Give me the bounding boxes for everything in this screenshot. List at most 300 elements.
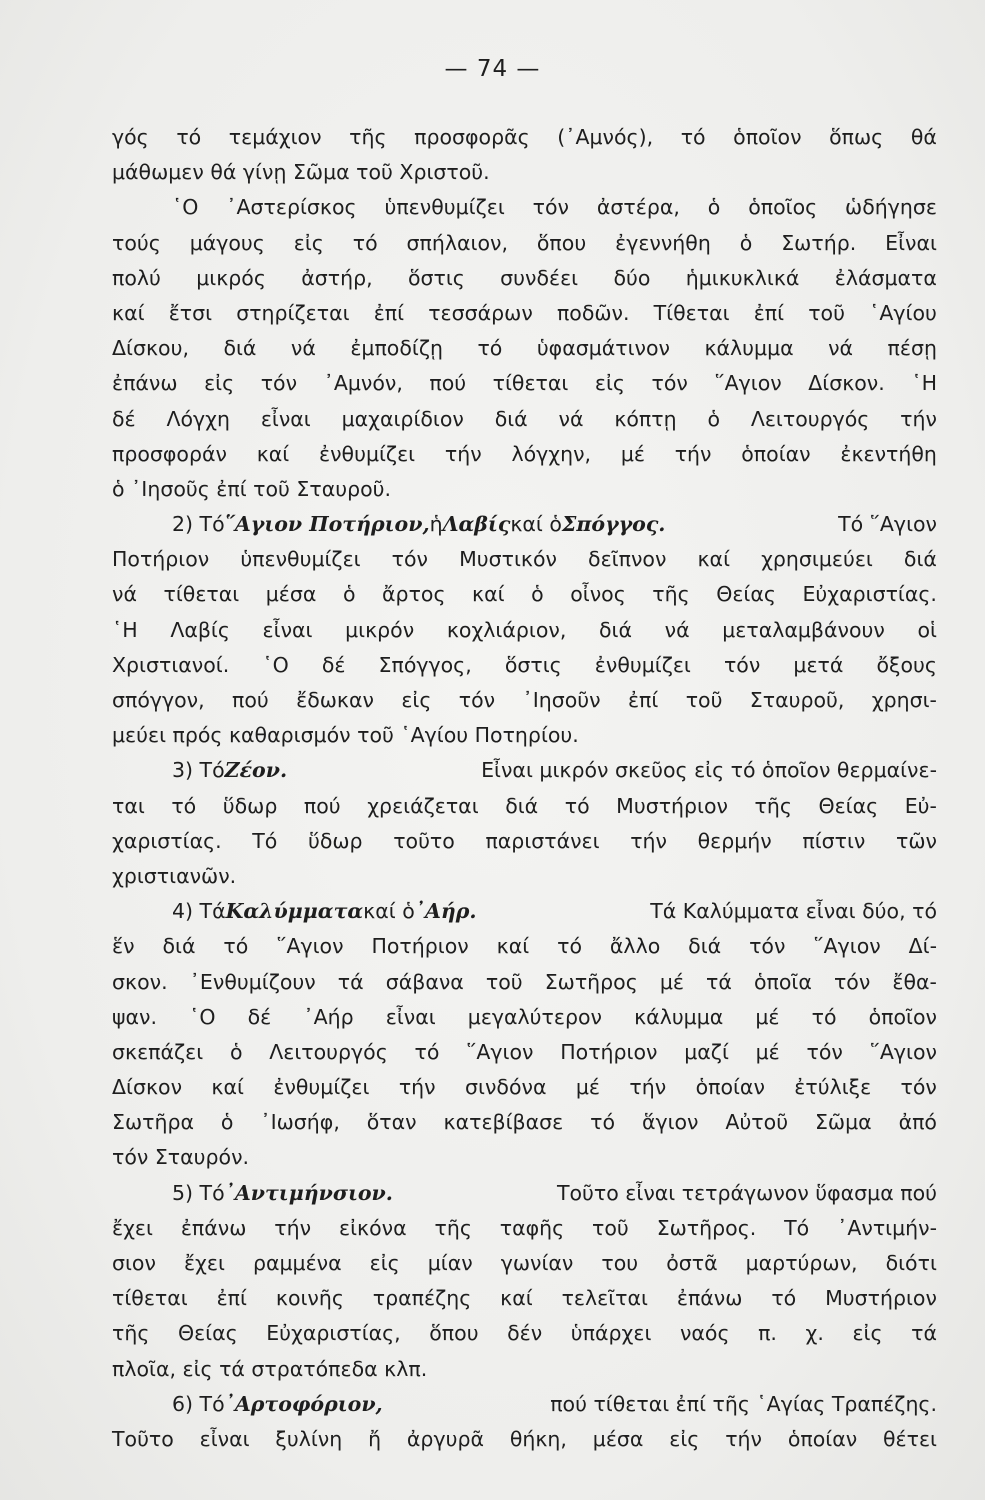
text-line-content: πλοῖα, εἰς τά στρατόπεδα κλπ. <box>112 1356 428 1381</box>
word: Τίθεται <box>653 300 730 325</box>
word: οἶνος <box>570 582 626 607</box>
word: ὁποίαν <box>741 441 811 466</box>
word: Σπόγγος, <box>378 652 472 677</box>
word: ἔτσι <box>168 300 213 325</box>
word: εἰς <box>293 230 324 255</box>
word: μίαν <box>427 1251 473 1275</box>
word: εἶναι <box>262 617 313 642</box>
word: τίθεται <box>112 1286 188 1311</box>
text-line <box>112 1281 937 1316</box>
word: τίθεται <box>492 371 569 396</box>
word: χρειάζεται <box>367 793 479 818</box>
term-zeon: Ζέον. <box>224 758 288 783</box>
word: τήν <box>444 441 482 466</box>
word: σκον. <box>112 969 168 994</box>
text-line <box>112 366 937 401</box>
text-line <box>112 1316 937 1351</box>
item-5-tail: Τοῦτο εἶναι τετράγωνον ὕφασμα πού <box>556 1180 937 1205</box>
word: ᾿Αντιμήν- <box>837 1215 937 1240</box>
word: διά <box>598 617 632 642</box>
term-spoggos: Σπόγγος. <box>561 512 666 537</box>
text-line <box>112 577 937 612</box>
word: μεταλαμβάνουν <box>722 617 885 642</box>
word: πίστιν <box>802 828 866 853</box>
text-line <box>112 402 937 437</box>
word: σπόγγον, <box>112 688 205 712</box>
word: προσφοράν <box>112 441 227 466</box>
word: καί <box>697 547 731 572</box>
word: ξυλίνη <box>275 1426 343 1451</box>
word: ἕν <box>112 934 135 959</box>
word: ἐκεντήθη <box>840 441 937 466</box>
word: Αὐτοῦ <box>725 1110 789 1135</box>
word: τό <box>771 1286 797 1311</box>
word: κοχλιάριον, <box>446 617 567 642</box>
word: θά <box>910 125 937 149</box>
word: εἰς <box>369 1251 400 1275</box>
text-line <box>112 1140 937 1175</box>
text-line <box>112 965 937 1000</box>
word: Ποτήριον <box>112 547 210 572</box>
text-line <box>112 1352 937 1387</box>
word: παριστάνει <box>485 828 600 853</box>
word: Τό <box>252 828 278 853</box>
word: του <box>601 1251 639 1275</box>
word: θέτει <box>883 1426 937 1451</box>
word: ἔχει <box>112 1215 153 1240</box>
item-6-tail: πού τίθεται ἐπί τῆς ῾Αγίας Τραπέζης. <box>550 1391 937 1416</box>
item-4-lead <box>172 894 477 929</box>
word: τοῦ <box>592 1215 629 1240</box>
text-line <box>112 437 937 472</box>
word: σιον <box>112 1251 156 1275</box>
text-line-content: τόν Σταυρόν. <box>112 1145 250 1170</box>
text-line <box>112 1070 937 1105</box>
word: τεσσάρων <box>428 300 533 325</box>
word: μικρόν <box>345 617 415 642</box>
word: ᾿Αστερίσκος <box>226 195 357 220</box>
text-line <box>112 613 937 648</box>
word: εἰς <box>204 371 235 396</box>
word: ᾿Ενθυμίζουν <box>189 969 316 994</box>
word: δέ <box>321 652 346 677</box>
word: Τό <box>784 1215 810 1240</box>
word: εἶναι <box>260 406 311 431</box>
text-line <box>112 824 937 859</box>
word: δεῖπνον <box>588 547 667 572</box>
text-line <box>112 155 937 190</box>
word: τό <box>590 1110 616 1135</box>
word: διά <box>494 406 528 431</box>
word: ἐπί <box>216 1286 247 1311</box>
item-2-number: 2) Τό <box>172 512 225 537</box>
word: μέ <box>620 441 645 466</box>
word: ἐπάνω <box>112 371 178 396</box>
word: Χριστιανοί. <box>112 652 230 677</box>
word: τοῦ <box>685 688 723 712</box>
word: Τοῦτο <box>112 1426 174 1451</box>
word: δέ <box>247 1004 272 1029</box>
paragraph-group-a <box>112 120 937 507</box>
text-line <box>112 472 937 507</box>
word: γός <box>112 125 149 149</box>
word: (᾿Αμνός), <box>557 125 654 149</box>
word: Λαβίς <box>170 617 230 642</box>
word: σκεπάζει <box>112 1039 204 1064</box>
word: τό <box>477 336 503 361</box>
word: Θείας <box>716 582 776 607</box>
word: ῞Αγιον <box>714 371 782 396</box>
item-2-heading-line <box>112 507 937 542</box>
word: Μυστήριον <box>616 793 728 818</box>
word: Εἶναι <box>885 230 937 255</box>
word: Δίσκον. <box>808 371 885 396</box>
word: ῾Αγίου <box>869 300 937 325</box>
word: τήν <box>398 1075 436 1100</box>
text-line <box>112 296 937 331</box>
word: εἶναι <box>199 1426 250 1451</box>
word: μέ <box>755 1004 780 1029</box>
word: Ποτήριον <box>560 1039 658 1064</box>
word: ὁ <box>229 1039 243 1064</box>
word: ἐλάσματα <box>834 265 937 290</box>
body-text <box>112 120 937 1457</box>
word: μέ <box>659 969 684 994</box>
word: καί <box>472 582 505 607</box>
word: διά <box>688 934 722 959</box>
word: ἐπί <box>753 300 785 325</box>
word: ᾿Ιωσήφ, <box>260 1110 340 1135</box>
word: τόν <box>391 547 429 572</box>
word: πού <box>232 688 269 712</box>
word: τόν <box>900 1075 937 1100</box>
word: ἐμποδίζῃ <box>350 336 443 361</box>
term-antimension: ᾿Αντιμήνσιον. <box>224 1180 393 1205</box>
paragraph-group-f <box>112 1422 937 1457</box>
word: ὁποίαν <box>695 1075 765 1100</box>
word: Δί- <box>908 934 937 959</box>
word: ἀστέρα, <box>596 195 680 220</box>
word: μεγαλύτερον <box>467 1004 602 1029</box>
page-number: — 74 — <box>444 56 541 82</box>
item-3-heading-line <box>112 753 937 788</box>
word: ἀργυρᾶ <box>406 1426 484 1451</box>
word: ῾Ο <box>189 1004 216 1029</box>
item-3-number: 3) Τό <box>172 758 225 783</box>
word: τό <box>414 1039 440 1064</box>
text-line <box>112 683 937 718</box>
item-2-lead <box>172 507 665 542</box>
word: ἤ <box>368 1426 382 1451</box>
word: ὅπου <box>536 230 587 255</box>
word: ὀστᾶ <box>666 1251 718 1275</box>
item-6-number: 6) Τό <box>172 1391 225 1416</box>
word: τό <box>680 125 706 149</box>
word: Δίσκου, <box>112 336 189 361</box>
word: Σωτῆρα <box>112 1110 194 1135</box>
word: Θείας <box>818 793 879 818</box>
word: μέ <box>755 1039 780 1064</box>
word: ἐτύλιξε <box>794 1075 872 1100</box>
word: σινδόνα <box>465 1075 547 1100</box>
item-3-lead <box>172 753 287 788</box>
word: μέσα <box>265 582 317 607</box>
item-4-heading-line <box>112 894 937 929</box>
word: τήν <box>630 828 667 853</box>
word: ὁ <box>707 195 721 220</box>
word: τήν <box>274 1215 312 1240</box>
word: διά <box>505 793 539 818</box>
word: ῾Ο <box>262 652 289 677</box>
text-line <box>112 190 937 225</box>
word: ὁ <box>739 230 753 255</box>
word: τήν <box>725 1426 762 1451</box>
word: χρησι- <box>871 688 937 712</box>
word: τόν <box>749 934 786 959</box>
word: ἐπάνω <box>180 1215 247 1240</box>
word: ὁ <box>707 406 720 431</box>
text-line <box>112 542 937 577</box>
word: καί <box>256 441 290 466</box>
paragraph-group-d <box>112 929 937 1175</box>
word: π. <box>758 1321 777 1346</box>
term-aer: ᾿Αήρ. <box>414 899 477 924</box>
word: ψαν. <box>112 1004 158 1029</box>
text-line <box>112 261 937 296</box>
word: τῆς <box>434 1215 472 1240</box>
word: νά <box>558 406 584 431</box>
word: θήκη, <box>509 1426 567 1451</box>
word: τοῦτο <box>393 828 455 853</box>
word: Θείας <box>177 1321 238 1346</box>
word: ἔχει <box>183 1251 225 1275</box>
word: ἐνθυμίζει <box>273 1075 370 1100</box>
word: ὁποῖος <box>748 195 818 220</box>
word: ὁ <box>531 582 544 607</box>
item-2-conj-1: ἡ <box>429 512 443 537</box>
word: νά <box>112 582 137 607</box>
word: διά <box>903 547 937 572</box>
word: ὁ <box>220 1110 234 1135</box>
word: πού <box>429 371 467 396</box>
word: ἡμικυκλικά <box>685 265 800 290</box>
item-5-number: 5) Τό <box>172 1180 225 1205</box>
word: τά <box>337 969 364 994</box>
text-line <box>112 1035 937 1070</box>
word: εἰς <box>852 1321 883 1346</box>
word: στηρίζεται <box>236 300 350 325</box>
word: ἐπάνω <box>676 1286 743 1311</box>
word: μέ <box>575 1075 600 1100</box>
word: τό <box>223 934 249 959</box>
word: γωνίαν <box>500 1251 574 1275</box>
term-agion-potirion: ῞Αγιον Ποτήριον, <box>224 512 430 537</box>
word: κοινῆς <box>275 1286 344 1311</box>
word: θερμήν <box>697 828 772 853</box>
word: σάβανα <box>385 969 464 994</box>
word: ὁ <box>342 582 356 607</box>
word: Λόγχη <box>166 406 230 431</box>
word: δύο <box>613 265 651 290</box>
word: διά <box>162 934 196 959</box>
text-line <box>112 718 937 753</box>
text-line-content: χριστιανῶν. <box>112 863 237 888</box>
text-line <box>112 1422 937 1457</box>
word: πέσῃ <box>887 336 937 361</box>
word: τοῦ <box>485 969 523 994</box>
text-line <box>112 648 937 683</box>
word: εἰς <box>669 1426 700 1451</box>
word: ὑπενθυμίζει <box>240 547 361 572</box>
word: Λειτουργός <box>750 406 870 431</box>
word: Σῶμα <box>814 1110 872 1135</box>
word: ὁποῖον <box>868 1004 937 1029</box>
item-4-number: 4) Τά <box>172 899 226 924</box>
word: ὑφασμάτινον <box>536 336 670 361</box>
item-4-conj: καί ὁ <box>363 899 415 924</box>
word: κατεβίβασε <box>443 1110 564 1135</box>
word: ὕδωρ <box>307 828 363 853</box>
word: ἀστήρ, <box>301 265 373 290</box>
word: ραμμένα <box>252 1251 342 1275</box>
word: κάλυμμα <box>634 1004 724 1029</box>
item-5-lead <box>172 1176 393 1211</box>
item-6-lead <box>172 1387 383 1422</box>
item-6-heading-line <box>112 1387 937 1422</box>
word: τήν <box>900 406 937 431</box>
word: ἐπί <box>627 688 659 712</box>
word: ὁποῖον <box>733 125 802 149</box>
word: τήν <box>629 1075 667 1100</box>
word: μικρός <box>196 265 266 290</box>
term-lavis: Λαβίς <box>442 512 511 537</box>
word: τόν <box>260 371 298 396</box>
text-line <box>112 1246 937 1281</box>
word: Σταυροῦ, <box>749 688 845 712</box>
item-4-tail: Τά Καλύμματα εἶναι δύο, τό <box>650 899 937 924</box>
text-line <box>112 929 937 964</box>
word: εἶναι <box>385 1004 436 1029</box>
word: ται <box>112 793 145 818</box>
word: ὅπου <box>429 1321 479 1346</box>
text-line-content: ὁ ᾿Ιησοῦς ἐπί τοῦ Σταυροῦ. <box>112 476 392 501</box>
word: ἐπί <box>373 300 405 325</box>
word: λόγχην, <box>511 441 592 466</box>
text-line <box>112 120 937 155</box>
word: ἔδωκαν <box>296 688 374 712</box>
word: σπήλαιον, <box>406 230 508 255</box>
text-line <box>112 331 937 366</box>
word: καί <box>211 1075 244 1100</box>
word: τό <box>557 934 582 959</box>
word: τό <box>564 793 590 818</box>
word: ὅστις <box>504 652 562 677</box>
word: ἐνθυμίζει <box>594 652 691 677</box>
word: τραπέζης <box>372 1286 472 1311</box>
word: ταφῆς <box>499 1215 565 1240</box>
paragraph-group-c <box>112 789 937 895</box>
paragraph-group-e <box>112 1211 937 1387</box>
item-2-conj-2: καί ὁ <box>510 512 562 537</box>
word: τό <box>811 1004 837 1029</box>
text-line-content: μάθωμεν θά γίνῃ Σῶμα τοῦ Χριστοῦ. <box>112 160 490 185</box>
word: εἰκόνα <box>338 1215 407 1240</box>
word: Εὐχαριστίας. <box>802 582 937 607</box>
word: Μυστήριον <box>825 1286 937 1311</box>
word: τούς <box>112 230 161 255</box>
word: χ. <box>805 1321 824 1346</box>
word: ὅταν <box>366 1110 417 1135</box>
word: ᾿Αήρ <box>303 1004 354 1029</box>
text-line <box>112 1000 937 1035</box>
word: μαχαιρίδιον <box>341 406 464 431</box>
word: ῞Αγιον <box>466 1039 534 1064</box>
word: δέ <box>112 406 136 431</box>
word: ἔθα- <box>892 969 937 994</box>
word: ὕδωρ <box>222 793 278 818</box>
word: τῶν <box>896 828 937 853</box>
word: ῾Ο <box>172 195 199 220</box>
word: τόν <box>651 371 688 396</box>
word: μέσα <box>592 1426 644 1451</box>
word: καί <box>112 300 145 325</box>
word: ὅστις <box>407 265 465 290</box>
word: τόν <box>458 688 496 712</box>
term-kalymmata: Καλύμματα <box>225 899 364 924</box>
word: πολύ <box>112 265 161 290</box>
word: ῾Η <box>911 371 937 396</box>
word: εἰς <box>594 371 625 396</box>
word: τοῦ <box>808 300 845 325</box>
item-5-heading-line <box>112 1176 937 1211</box>
text-line <box>112 226 937 261</box>
word: ὑπάρχει <box>570 1321 652 1346</box>
word: τόν <box>833 969 871 994</box>
word: ῞Αγιον <box>276 934 344 959</box>
term-artoforion: ᾿Αρτοφόριον, <box>224 1391 383 1416</box>
word: ᾿Αμνόν, <box>323 371 403 396</box>
word: ᾿Ιησοῦν <box>522 688 601 712</box>
item-3-tail: Εἶναι μικρόν σκεῦος εἰς τό ὁποῖον θερμαίνε- <box>481 758 937 783</box>
text-line-content: μεύει πρός καθαρισμόν τοῦ ῾Αγίου Ποτηρίου. <box>112 723 579 748</box>
word: διά <box>223 336 257 361</box>
word: ὁποῖα <box>753 969 812 994</box>
text-line <box>112 1105 937 1140</box>
word: ὄξους <box>876 652 937 677</box>
word: ἄρτος <box>382 582 446 607</box>
word: τόν <box>806 1039 843 1064</box>
word: ῞Αγιον <box>869 1039 937 1064</box>
word: τίθεται <box>163 582 240 607</box>
word: τελεῖται <box>561 1286 648 1311</box>
text-line <box>112 859 937 894</box>
word: διότι <box>885 1251 937 1275</box>
word: τόν <box>723 652 761 677</box>
item-2-tail: Τό ῞Αγιον <box>838 512 937 537</box>
word: Σωτήρ. <box>781 230 857 255</box>
word: χρησιμεύει <box>761 547 873 572</box>
word: ἐγεννήθη <box>615 230 711 255</box>
word: τά <box>911 1321 937 1346</box>
word: ναός <box>679 1321 730 1346</box>
word: τό <box>176 125 202 149</box>
word: Ποτήριον <box>371 934 469 959</box>
word: τήν <box>674 441 712 466</box>
word: τόν <box>532 195 569 220</box>
word: ἐνθυμίζει <box>319 441 416 466</box>
word: μάγους <box>189 230 265 255</box>
word: Λειτουργός <box>269 1039 388 1064</box>
